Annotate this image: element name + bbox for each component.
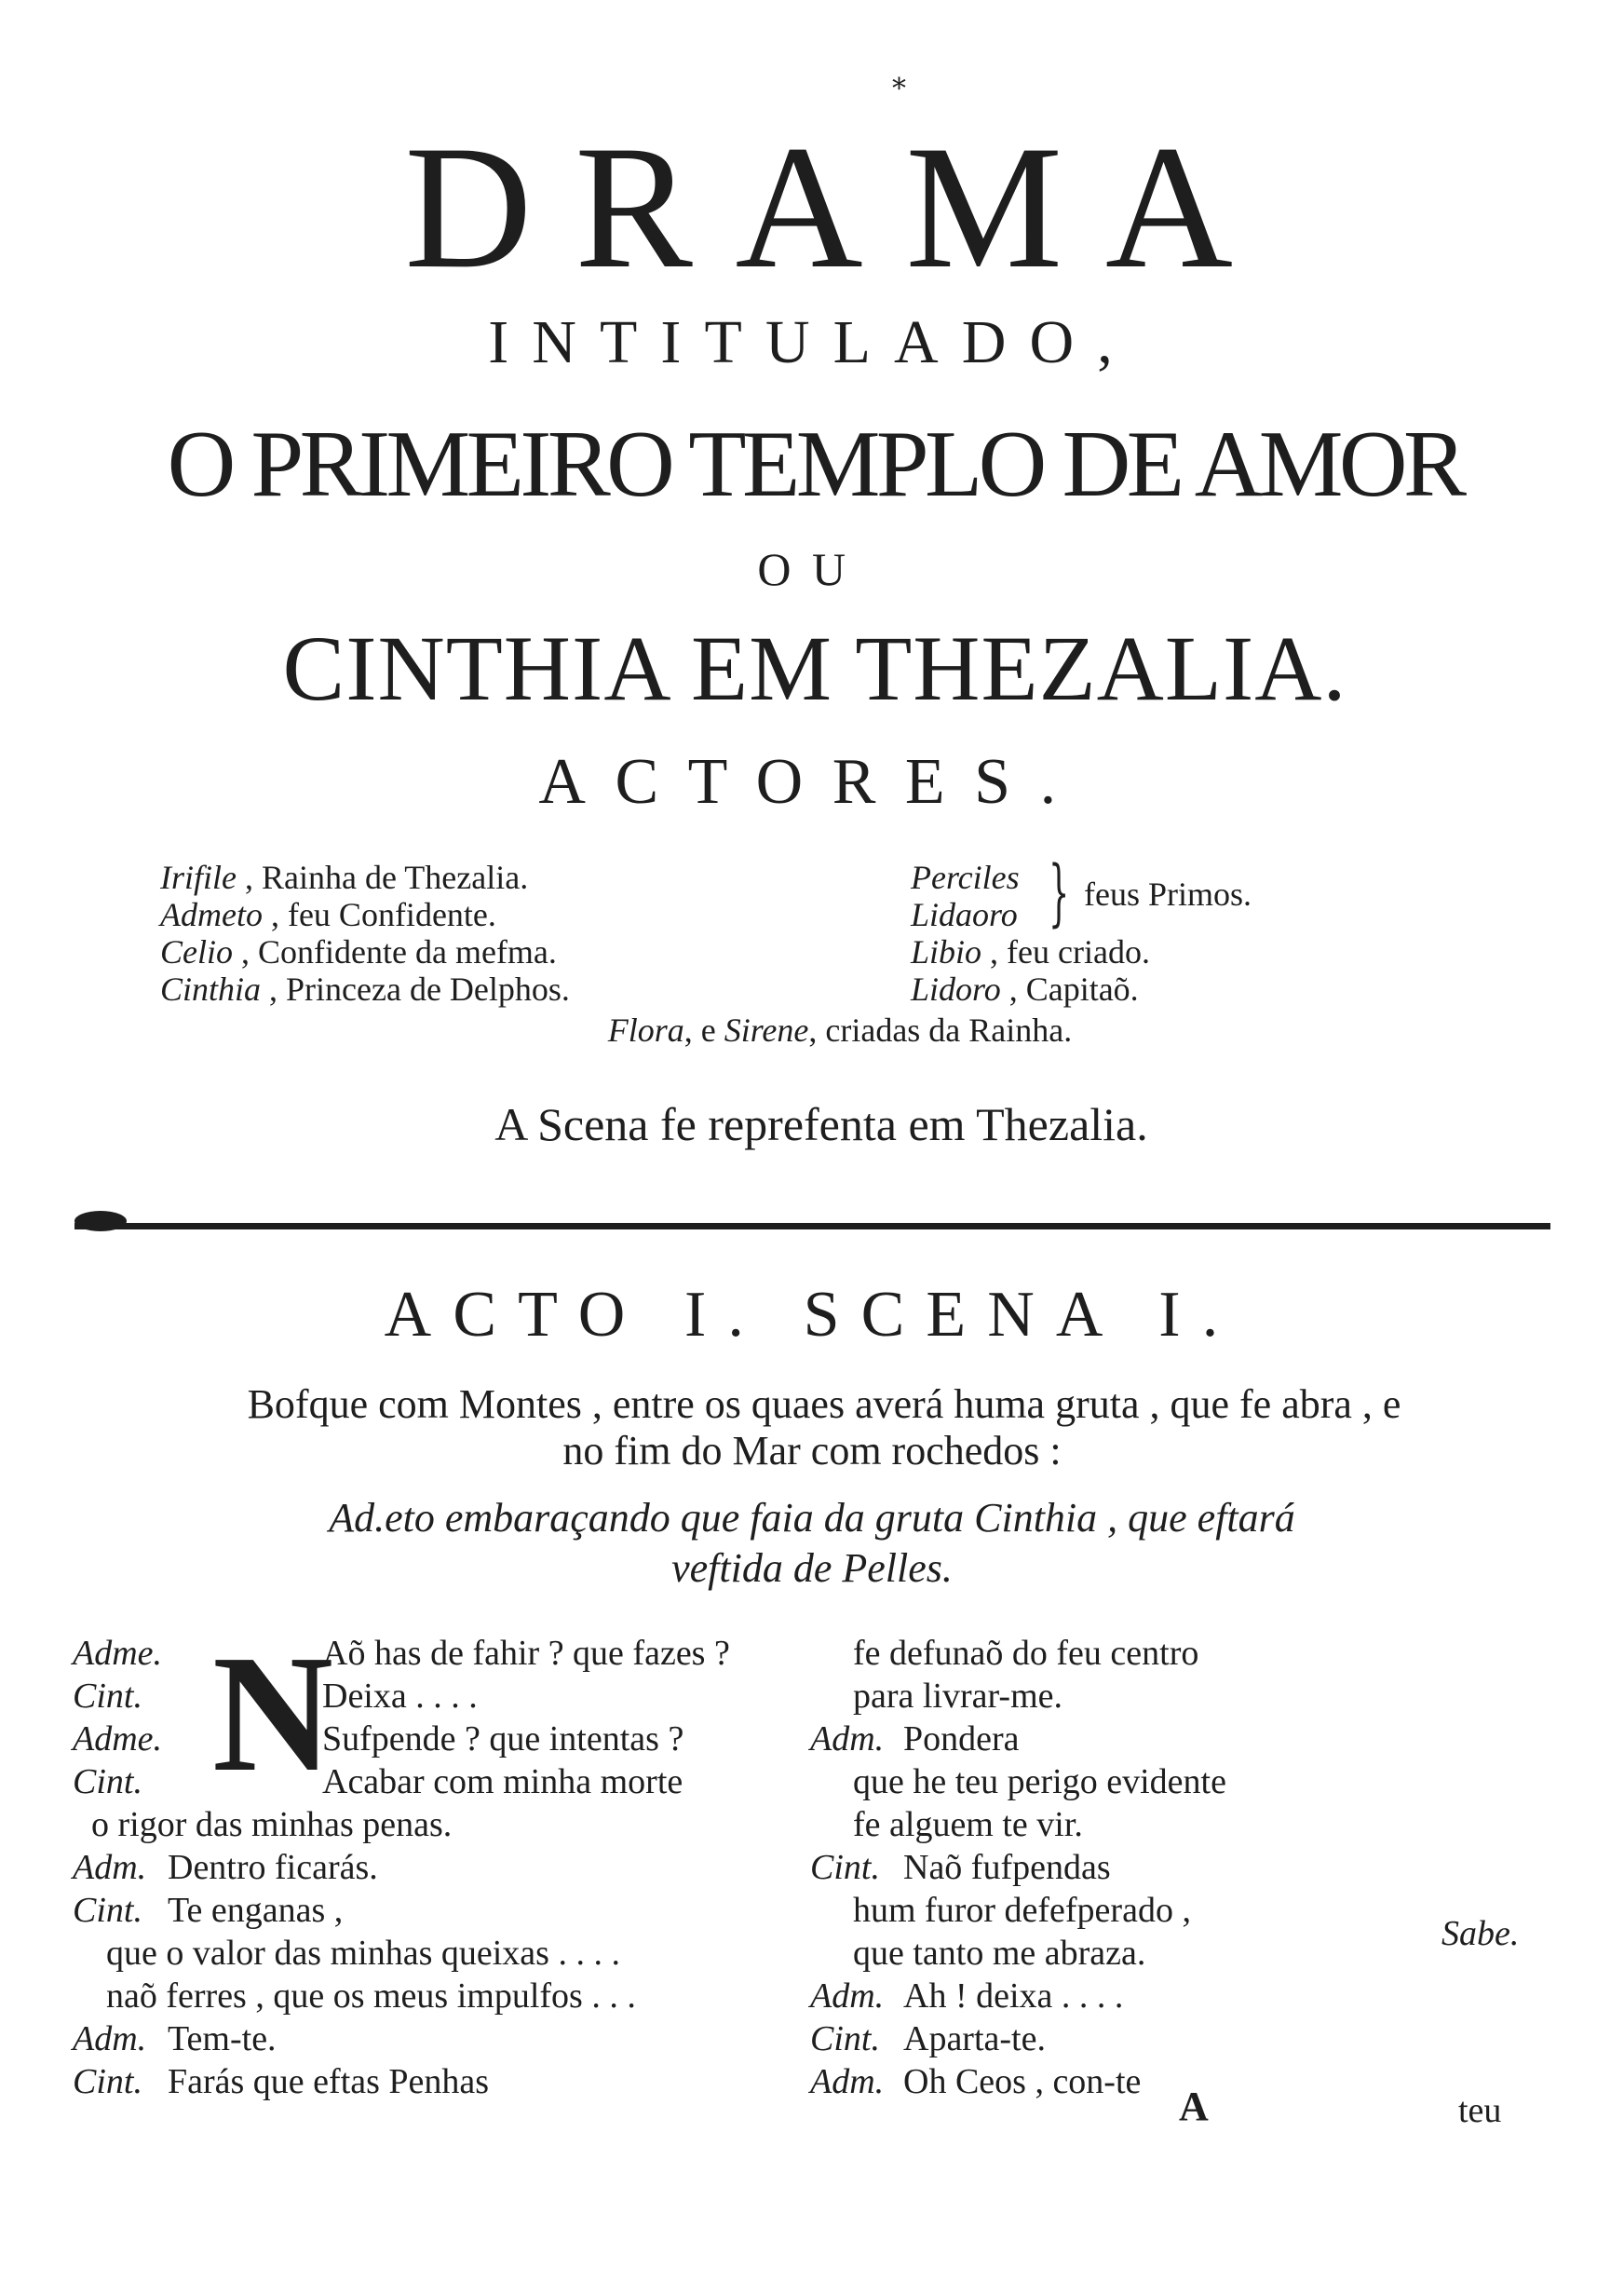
dialogue-line bbox=[810, 1718, 1462, 1760]
cast-name: Flora bbox=[607, 1012, 684, 1049]
dialogue-text: Dentro ficarás. bbox=[168, 1848, 378, 1887]
cast-name: Lidaoro bbox=[911, 896, 1018, 933]
dialogue-line bbox=[73, 2060, 780, 2103]
drop-cap: N bbox=[212, 1621, 333, 1806]
speaker-label: Adm. bbox=[73, 1848, 147, 1887]
cast-list-right bbox=[911, 851, 1252, 1008]
cast-entry bbox=[160, 859, 570, 896]
cast-entry bbox=[160, 896, 570, 933]
ornamental-rule-tip bbox=[74, 1211, 127, 1231]
ornament-mark: * bbox=[892, 73, 906, 105]
speaker-label: Adm. bbox=[810, 1976, 885, 2016]
margin-word: Sabe. bbox=[1441, 1914, 1520, 1953]
cast-entry bbox=[911, 971, 1150, 1008]
stage-direction-line: no fim do Mar com rochedos : bbox=[562, 1428, 1062, 1473]
cast-name: Cinthia bbox=[160, 971, 262, 1008]
title-connector: OU bbox=[757, 543, 867, 595]
actores-heading: ACTORES. bbox=[538, 746, 1086, 818]
speaker-label: Adme. bbox=[73, 1719, 163, 1759]
dialogue-line bbox=[73, 1675, 780, 1718]
dialogue-line bbox=[73, 1846, 780, 1889]
dialogue-text: fe defunaõ do feu centro bbox=[853, 1634, 1199, 1673]
dialogue-text: que he teu perigo evidente bbox=[853, 1762, 1226, 1801]
dialogue-line bbox=[810, 1932, 1462, 1975]
dialogue-text: Ah ! deixa . . . . bbox=[903, 1976, 1124, 2016]
dialogue-line bbox=[73, 1975, 780, 2017]
act-scene-heading: ACTO I. SCENA I. bbox=[384, 1279, 1240, 1351]
cast-list-left bbox=[160, 859, 570, 1008]
dialogue-text: Naõ fufpendas bbox=[903, 1848, 1111, 1887]
dialogue-line bbox=[810, 1760, 1462, 1803]
speaker-label: Cint. bbox=[73, 1762, 142, 1801]
dialogue-text: Deixa . . . . bbox=[322, 1677, 478, 1716]
speaker-label: Cint. bbox=[73, 1891, 142, 1930]
dialogue-text: para livrar-me. bbox=[853, 1677, 1062, 1716]
speaker-label: Cint. bbox=[810, 1848, 880, 1887]
dialogue-line bbox=[73, 1632, 780, 1675]
cast-connector: , e bbox=[683, 1012, 724, 1049]
dialogue-text: Aparta-te. bbox=[903, 2019, 1046, 2058]
cast-entry-maids bbox=[0, 1012, 1624, 1049]
stage-direction-line: veftida de Pelles. bbox=[671, 1545, 953, 1591]
title-drama: DRAMA bbox=[404, 110, 1276, 306]
ornamental-rule bbox=[74, 1223, 1550, 1229]
signature-mark: A bbox=[1179, 2084, 1209, 2129]
dialogue-line bbox=[810, 2060, 1462, 2103]
cast-pair-role: feus Primos. bbox=[1084, 876, 1252, 913]
dialogue-line bbox=[810, 1632, 1462, 1675]
cast-name: Lidoro bbox=[911, 971, 1001, 1008]
dialogue-text: Acabar com minha morte bbox=[322, 1762, 683, 1801]
dialogue-text: fe alguem te vir. bbox=[853, 1805, 1083, 1844]
speaker-label: Cint. bbox=[73, 1677, 142, 1716]
dialogue-line bbox=[73, 1932, 780, 1975]
cast-role: , feu criado. bbox=[990, 933, 1150, 971]
dialogue-text: que tanto me abraza. bbox=[853, 1934, 1146, 1973]
dialogue-line bbox=[73, 1718, 780, 1760]
cast-name: Perciles bbox=[911, 859, 1020, 896]
dialogue-line bbox=[73, 1889, 780, 1932]
dialogue-text: Oh Ceos , con-te bbox=[903, 2062, 1142, 2101]
subtitle-intitulado: INTITULADO, bbox=[488, 308, 1136, 376]
dialogue-line bbox=[73, 1760, 780, 1803]
cast-name: Irifile bbox=[160, 859, 237, 896]
dialogue-line bbox=[73, 1803, 780, 1846]
dialogue-line bbox=[810, 1889, 1462, 1932]
dialogue-text: Farás que eftas Penhas bbox=[168, 2062, 490, 2101]
cast-name: Libio bbox=[911, 933, 982, 971]
dialogue-column-right bbox=[810, 1632, 1462, 2103]
stage-direction-line: Ad.eto embaraçando que faia da gruta Cinthia , que eftará bbox=[329, 1495, 1295, 1541]
cast-role: , Capitaõ. bbox=[1008, 971, 1139, 1008]
dialogue-column-left bbox=[73, 1621, 780, 2103]
cast-pair bbox=[911, 851, 1252, 935]
dialogue-text: Tem-te. bbox=[168, 2019, 277, 2058]
stage-direction-line: Bofque com Montes , entre os quaes averá huma gruta , que fe abra , e bbox=[247, 1381, 1401, 1427]
cast-role: , Princeza de Delphos. bbox=[269, 971, 570, 1008]
speaker-label: Cint. bbox=[810, 2019, 880, 2058]
cast-entry bbox=[911, 933, 1150, 971]
cast-role: , criadas da Rainha. bbox=[808, 1012, 1073, 1049]
title-main: O PRIMEIRO TEMPLO DE AMOR bbox=[167, 412, 1463, 517]
dialogue-text: que o valor das minhas queixas . . . . bbox=[106, 1934, 620, 1973]
dialogue-text: o rigor das minhas penas. bbox=[91, 1805, 453, 1844]
dialogue-text: Te enganas , bbox=[168, 1891, 344, 1930]
speaker-label: Adm. bbox=[73, 2019, 147, 2058]
scene-location-note: A Scena fe reprefenta em Thezalia. bbox=[494, 1098, 1148, 1150]
dialogue-line bbox=[810, 1803, 1462, 1846]
dialogue-line bbox=[810, 2017, 1462, 2060]
brace-glyph: } bbox=[1049, 851, 1070, 935]
dialogue-text: naõ ferres , que os meus impulfos . . . bbox=[106, 1976, 636, 2016]
title-alternative: CINTHIA EM THEZALIA. bbox=[282, 617, 1347, 720]
cast-role: , feu Confidente. bbox=[270, 896, 496, 933]
cast-name: Celio bbox=[160, 933, 233, 971]
dialogue-line bbox=[810, 1846, 1462, 1889]
speaker-label: Cint. bbox=[73, 2062, 142, 2101]
speaker-label: Adme. bbox=[73, 1634, 163, 1673]
cast-role: , Confidente da mefma. bbox=[241, 933, 557, 971]
catchword: teu bbox=[1458, 2091, 1502, 2130]
dialogue-line bbox=[73, 2017, 780, 2060]
dialogue-text: Sufpende ? que intentas ? bbox=[322, 1719, 684, 1759]
dialogue-text: hum furor defefperado , bbox=[853, 1891, 1191, 1930]
dialogue-text: Aõ has de fahir ? que fazes ? bbox=[322, 1634, 730, 1673]
speaker-label: Adm. bbox=[810, 1719, 885, 1759]
cast-name: Sirene bbox=[724, 1012, 809, 1049]
cast-role: , Rainha de Thezalia. bbox=[244, 859, 529, 896]
dialogue-line bbox=[810, 1975, 1462, 2017]
dialogue-line bbox=[810, 1675, 1462, 1718]
dialogue-text: Pondera bbox=[903, 1719, 1020, 1759]
cast-name: Admeto bbox=[160, 896, 263, 933]
speaker-label: Adm. bbox=[810, 2062, 885, 2101]
cast-entry bbox=[160, 933, 570, 971]
cast-entry bbox=[160, 971, 570, 1008]
